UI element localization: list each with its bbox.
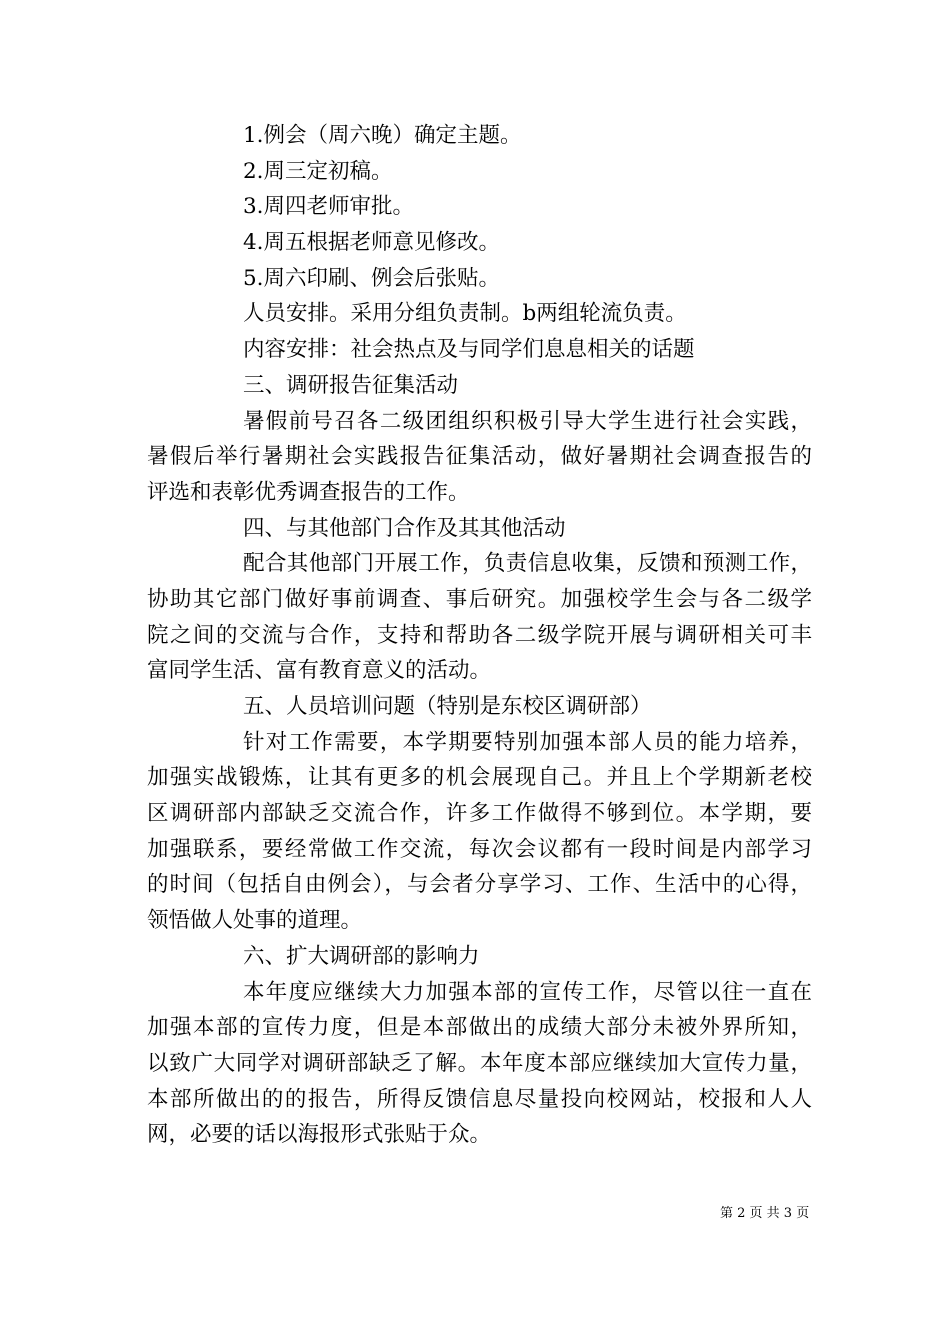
paragraph-line: 富同学生活、富有教育意义的活动。 [147,658,492,684]
paragraph-line: 院之间的交流与合作，支持和帮助各二级学院开展与调研相关可丰 [147,622,812,648]
paragraph-line: 区调研部内部缺乏交流合作，许多工作做得不够到位。本学期，要 [147,801,812,827]
paragraph-line: 本年度应继续大力加强本部的宣传工作，尽管以往一直在 [243,979,812,1005]
section-heading: 三、调研报告征集活动 [243,372,459,398]
paragraph-line: 以致广大同学对调研部缺乏了解。本年度本部应继续加大宣传力量， [147,1050,812,1076]
paragraph-line: 领悟做人处事的道理。 [147,908,363,934]
paragraph-line: 针对工作需要，本学期要特别加强本部人员的能力培养， [243,729,812,755]
section-heading: 五、人员培训问题（特别是东校区调研部） [243,694,652,719]
section-heading: 六、扩大调研部的影响力 [243,943,480,969]
section-heading: 四、与其他部门合作及其其他活动 [243,515,566,541]
paragraph-line: 网，必要的话以海报形式张贴于众。 [147,1122,492,1148]
list-item: 3.周四老师审批。 [243,194,415,220]
paragraph-line: 的时间（包括自由例会），与会者分享学习、工作、生活中的心得， [147,872,812,898]
document-body [147,118,812,1153]
paragraph-line: 本部所做出的的报告，所得反馈信息尽量投向校网站，校报和人人 [147,1086,812,1112]
list-item: 2.周三定初稿。 [243,158,393,184]
paragraph-line: 暑假前号召各二级团组织积极引导大学生进行社会实践， [243,408,812,434]
staff-arrangement: 人员安排。采用分组负责制。b两组轮流负责。 [243,301,687,327]
list-item: 4.周五根据老师意见修改。 [243,230,501,256]
paragraph-line: 配合其他部门开展工作，负责信息收集，反馈和预测工作， [243,551,812,577]
content-arrangement: 内容安排：社会热点及与同学们息息相关的话题 [243,337,695,363]
paragraph-line: 评选和表彰优秀调查报告的工作。 [147,479,470,505]
paragraph-line: 暑假后举行暑期社会实践报告征集活动，做好暑期社会调查报告的 [147,444,812,470]
paragraph-line: 协助其它部门做好事前调查、事后研究。加强校学生会与各二级学 [147,586,812,612]
list-item: 5.周六印刷、例会后张贴。 [243,265,501,291]
paragraph-line: 加强本部的宣传力度，但是本部做出的成绩大部分未被外界所知， [147,1015,812,1041]
page-number: 第 2 页 共 3 页 [720,1206,810,1221]
paragraph-line: 加强联系，要经常做工作交流，每次会议都有一段时间是内部学习 [147,836,812,862]
paragraph-line: 加强实战锻炼，让其有更多的机会展现自己。并且上个学期新老校 [147,765,812,791]
list-item: 1.例会（周六晚）确定主题。 [243,123,522,148]
